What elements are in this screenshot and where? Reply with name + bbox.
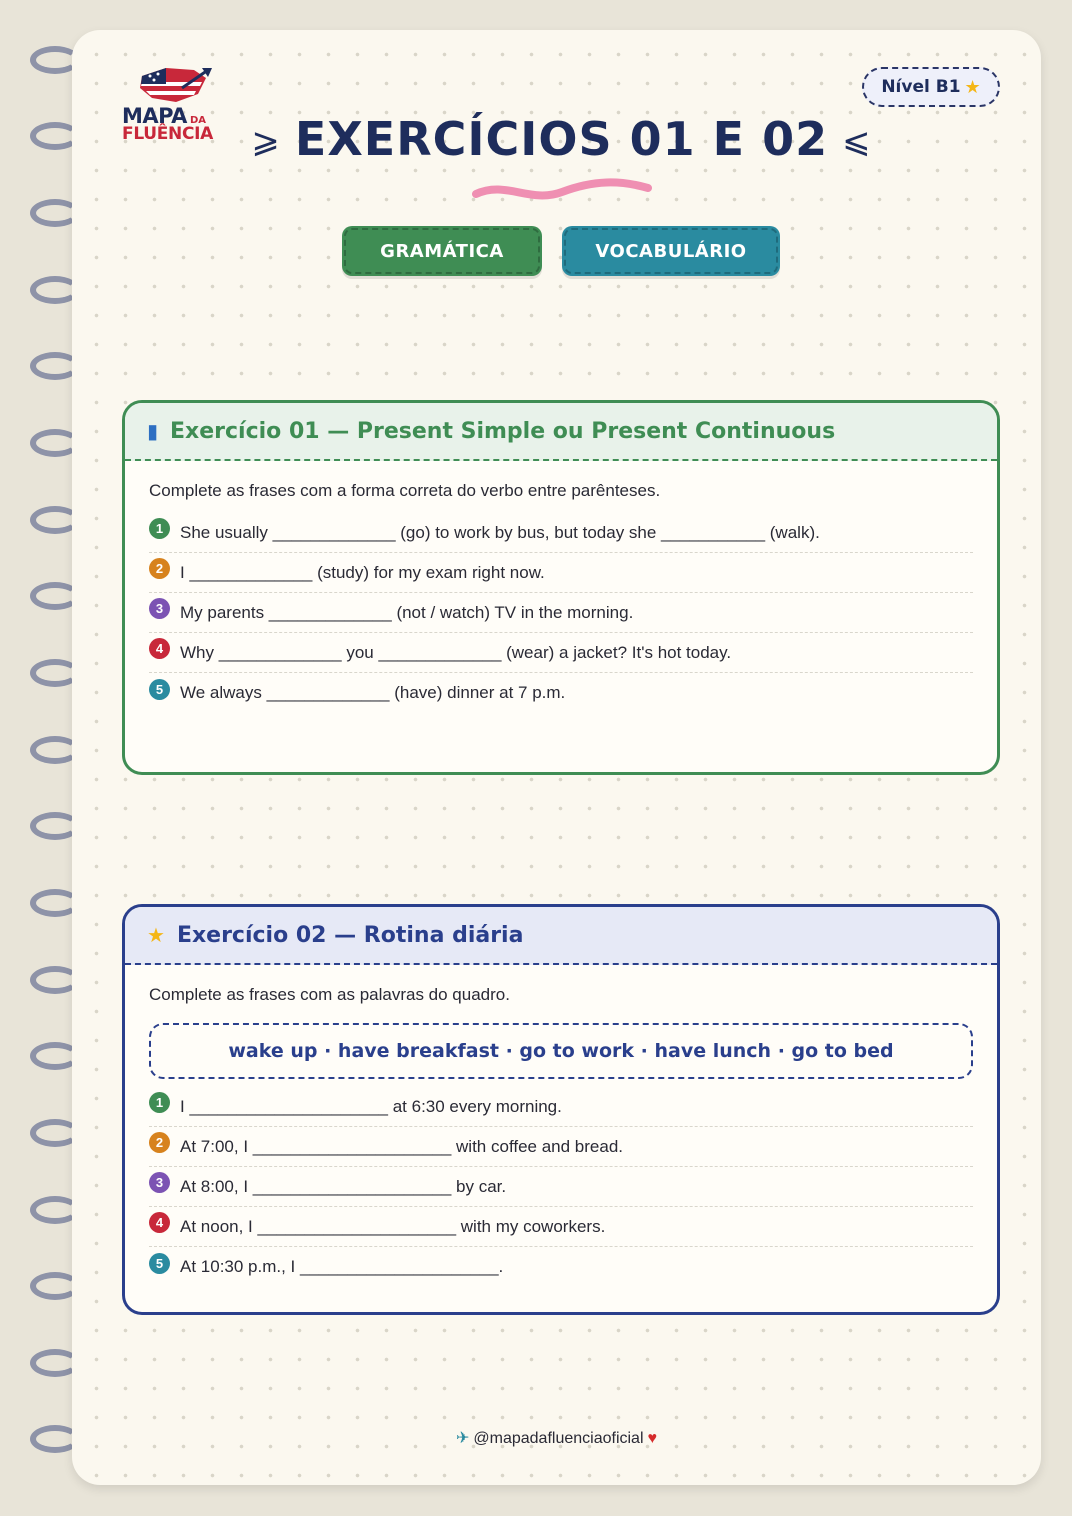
list-item	[149, 673, 973, 713]
list-item	[149, 1127, 973, 1167]
exercise-1-items	[149, 513, 973, 713]
item-number: 5	[149, 1253, 170, 1274]
item-text: My parents _____________ (not / watch) TV in the morning.	[180, 602, 634, 622]
item-number: 1	[149, 1092, 170, 1113]
item-text: I _____________ (study) for my exam right now.	[180, 562, 545, 582]
item-text: At 10:30 p.m., I _____________________.	[180, 1257, 504, 1276]
tag-grammar: GRAMÁTICA	[342, 226, 542, 276]
list-item	[149, 633, 973, 673]
list-item	[149, 1247, 973, 1287]
page-title	[72, 112, 1051, 166]
star-icon: ★	[964, 76, 981, 98]
item-number: 3	[149, 1172, 170, 1193]
item-number: 5	[149, 679, 170, 700]
list-item	[149, 1087, 973, 1127]
item-text: She usually _____________ (go) to work by bus, but today she ___________ (walk).	[180, 522, 820, 542]
logo-text-da: DA	[190, 115, 207, 126]
exercise-1-instruction: Complete as frases com a forma correta do verbo entre parênteses.	[149, 481, 661, 500]
blue-book-icon: ▮	[147, 419, 159, 443]
airplane-icon: ✈	[455, 1430, 470, 1447]
item-number: 3	[149, 598, 170, 619]
title-text: EXERCÍCIOS 01 E 02	[294, 112, 829, 166]
logo-text-mapa: MAPA	[122, 104, 187, 128]
exercise-2-card	[122, 904, 1000, 1315]
exercise-2-title: Exercício 02 — Rotina diária	[176, 922, 524, 948]
exercise-2-items	[149, 1087, 973, 1287]
level-badge	[862, 67, 1000, 107]
footer	[72, 1428, 1041, 1448]
item-number: 1	[149, 518, 170, 539]
tag-vocabulary: VOCABULÁRIO	[562, 226, 780, 276]
exercise-1-title: Exercício 01 — Present Simple ou Present Continuous	[170, 418, 836, 444]
item-text: Why _____________ you _____________ (wear) a jacket? It's hot today.	[180, 642, 732, 662]
list-item	[149, 553, 973, 593]
list-item	[149, 513, 973, 553]
list-item	[149, 1167, 973, 1207]
squiggle-underline	[470, 176, 654, 206]
star-icon: ★	[147, 923, 165, 947]
social-handle: @mapadafluenciaoficial	[473, 1430, 644, 1447]
exercise-1-card	[122, 400, 1000, 775]
worksheet-page	[72, 30, 1041, 1485]
list-item	[149, 593, 973, 633]
title-deco-left: ⩾	[251, 121, 281, 161]
logo-text-fluencia: FLUÊNCIA	[122, 124, 214, 144]
exercise-2-header	[125, 907, 997, 965]
item-text: I _____________________ at 6:30 every morning.	[180, 1096, 562, 1116]
list-item	[149, 1207, 973, 1247]
item-text: At noon, I _____________________ with my coworkers.	[180, 1216, 606, 1236]
heart-icon: ♥	[647, 1430, 658, 1447]
exercise-2-instruction: Complete as frases com as palavras do quadro.	[149, 985, 510, 1004]
level-label: Nível B1	[881, 77, 961, 97]
exercise-1-header	[125, 403, 997, 461]
item-text: At 7:00, I _____________________ with coffee and bread.	[180, 1136, 624, 1156]
item-number: 4	[149, 1212, 170, 1233]
item-text: We always _____________ (have) dinner at 7 p.m.	[180, 683, 566, 702]
item-text: At 8:00, I _____________________ by car.	[180, 1176, 507, 1196]
item-number: 4	[149, 638, 170, 659]
flag-map-icon	[136, 64, 216, 106]
word-box: wake up · have breakfast · go to work · have lunch · go to bed	[149, 1023, 973, 1079]
title-deco-right: ⩽	[842, 121, 872, 161]
item-number: 2	[149, 1132, 170, 1153]
category-tags	[342, 226, 780, 276]
item-number: 2	[149, 558, 170, 579]
